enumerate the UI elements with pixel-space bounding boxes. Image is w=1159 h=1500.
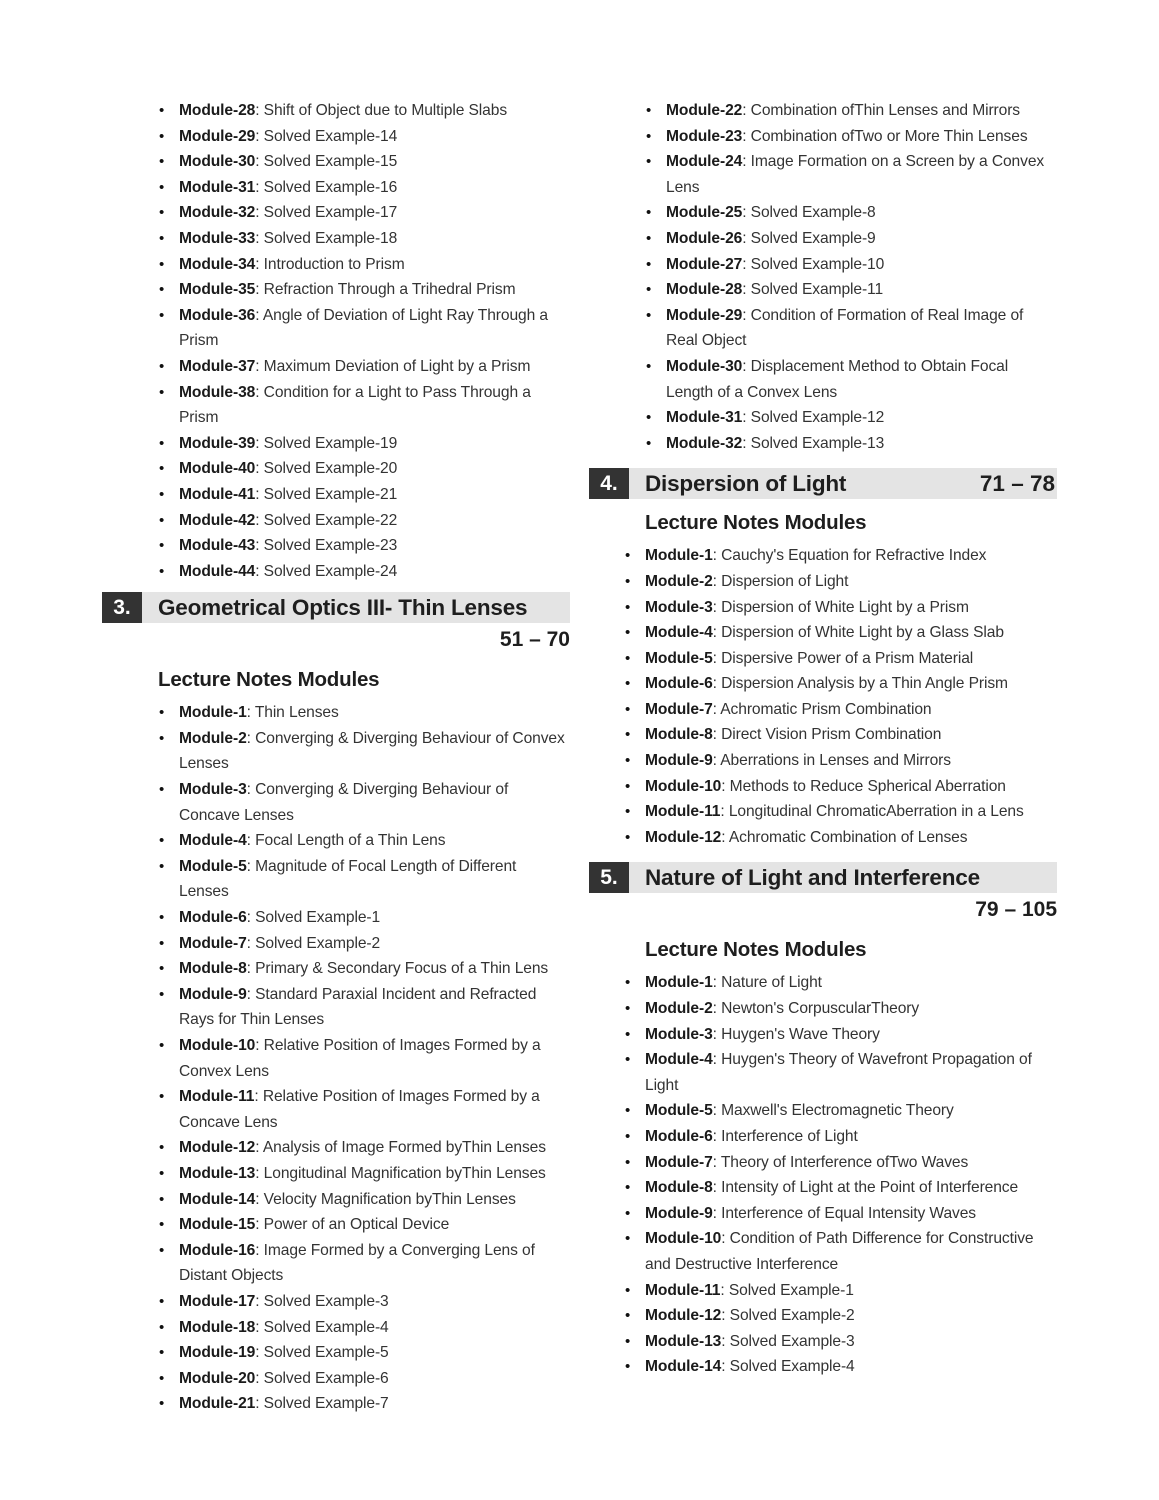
list-item — [645, 1354, 1057, 1380]
list-item — [179, 931, 570, 957]
list-item — [645, 1226, 1057, 1277]
module-title: : Analysis of Image Formed byThin Lenses — [255, 1139, 546, 1157]
list-item — [179, 354, 570, 380]
module-title: : Image Formed by a Converging Lens of Distant Objects — [179, 1241, 535, 1285]
module-title: : Solved Example-21 — [255, 485, 398, 503]
module-label: Module-42 — [179, 511, 256, 529]
list-item — [179, 700, 570, 726]
module-label: Module-1 — [179, 704, 247, 722]
module-label: Module-13 — [645, 1332, 722, 1350]
module-label: Module-14 — [179, 1190, 256, 1208]
module-title: : Solved Example-23 — [255, 537, 398, 555]
module-label: Module-38 — [179, 383, 256, 401]
list-item — [645, 1098, 1057, 1124]
chapter-heading — [102, 592, 570, 623]
module-label: Module-6 — [645, 1128, 713, 1145]
module-label: Module-9 — [645, 752, 713, 770]
module-label: Module-5 — [179, 857, 247, 875]
chapter-title: Nature of Light and Interference — [645, 864, 980, 890]
module-title: : Converging & Diverging Behaviour of Convex Lenses — [179, 729, 565, 773]
module-label: Module-34 — [179, 255, 256, 273]
module-title: : Achromatic Combination of Lenses — [721, 828, 968, 846]
list-item — [179, 1033, 570, 1084]
list-item — [179, 1135, 570, 1161]
right-column — [589, 98, 1057, 1380]
module-title: : Combination ofThin Lenses and Mirrors — [742, 102, 1021, 119]
module-title: : Image Formation on a Screen by a Convex Lens — [666, 153, 1045, 196]
module-title: : Solved Example-17 — [255, 204, 398, 222]
module-label: Module-41 — [179, 485, 256, 503]
module-label: Module-22 — [666, 102, 743, 119]
list-item — [645, 825, 1057, 851]
chapter-number: 4. — [589, 468, 629, 499]
module-title: : Solved Example-18 — [255, 229, 398, 247]
list-item — [179, 559, 570, 585]
module-label: Module-6 — [179, 909, 247, 927]
module-title: : Solved Example-1 — [720, 1281, 854, 1299]
left-column — [102, 98, 570, 1417]
module-title: : Solved Example-15 — [255, 153, 398, 171]
list-item — [179, 124, 570, 150]
module-label: Module-40 — [179, 460, 256, 478]
module-title: : Solved Example-2 — [721, 1307, 855, 1325]
list-item — [179, 98, 570, 124]
module-label: Module-44 — [179, 562, 256, 580]
list-item — [645, 569, 1057, 595]
list-item — [179, 533, 570, 559]
list-item — [179, 726, 570, 777]
module-title: : Angle of Deviation of Light Ray Through a Prism — [179, 306, 548, 350]
module-label: Module-9 — [645, 1204, 713, 1222]
list-item — [179, 854, 570, 905]
module-list — [645, 970, 1057, 1380]
list-item — [645, 1303, 1057, 1329]
module-title: : Solved Example-12 — [742, 409, 885, 427]
module-label: Module-37 — [179, 357, 256, 375]
chapter-title: Dispersion of Light — [645, 470, 847, 496]
list-item — [666, 431, 1057, 457]
list-item — [179, 1289, 570, 1315]
module-label: Module-19 — [179, 1344, 256, 1362]
module-title: : Power of an Optical Device — [255, 1216, 450, 1234]
module-label: Module-10 — [645, 1230, 722, 1248]
module-title: : Introduction to Prism — [255, 255, 405, 273]
module-title: : Solved Example-16 — [255, 178, 398, 196]
module-title: : Solved Example-2 — [246, 934, 381, 952]
module-title: : Achromatic Prism Combination — [712, 700, 932, 718]
list-item — [179, 431, 570, 457]
module-title: : Dispersion of White Light by a Glass Slab — [712, 624, 1004, 642]
list-item — [666, 226, 1057, 252]
list-item — [666, 200, 1057, 226]
module-title: : Solved Example-22 — [255, 511, 398, 529]
module-title: : Relative Position of Images Formed by a Convex Lens — [179, 1037, 541, 1080]
lecture-notes-heading: Lecture Notes Modules — [645, 938, 867, 962]
list-item — [179, 175, 570, 201]
module-title: : Primary & Secondary Focus of a Thin Lens — [246, 960, 549, 978]
module-title: : Direct Vision Prism Combination — [712, 726, 942, 744]
module-title: : Standard Paraxial Incident and Refracted Rays for Thin Lenses — [179, 985, 537, 1029]
module-title: : Solved Example-3 — [721, 1332, 855, 1350]
module-list — [179, 700, 570, 1417]
list-item — [179, 905, 570, 931]
module-label: Module-8 — [179, 960, 247, 978]
list-item — [645, 1022, 1057, 1048]
module-label: Module-10 — [645, 777, 722, 795]
module-title: : Interference of Equal Intensity Waves — [712, 1204, 976, 1222]
list-item — [645, 620, 1057, 646]
module-title: : Solved Example-7 — [255, 1395, 389, 1413]
chapter-heading — [589, 862, 1057, 893]
list-item — [179, 226, 570, 252]
list-item — [179, 508, 570, 534]
module-label: Module-35 — [179, 281, 256, 299]
module-label: Module-31 — [179, 178, 256, 196]
module-title: : Solved Example-4 — [721, 1358, 855, 1376]
module-label: Module-30 — [179, 153, 256, 171]
module-title: : Condition of Formation of Real Image of Real Object — [666, 306, 1024, 350]
module-title: : Maximum Deviation of Light by a Prism — [255, 357, 531, 375]
list-item — [179, 1084, 570, 1135]
list-item — [666, 303, 1057, 354]
module-label: Module-9 — [179, 985, 247, 1003]
list-item — [645, 543, 1057, 569]
module-label: Module-6 — [645, 675, 713, 693]
module-title: : Dispersion Analysis by a Thin Angle Prism — [712, 675, 1008, 693]
chapter-number: 3. — [102, 592, 142, 623]
module-label: Module-28 — [666, 281, 743, 299]
module-title: : Solved Example-9 — [742, 229, 876, 247]
list-item — [179, 956, 570, 982]
module-title: : Methods to Reduce Spherical Aberration — [721, 777, 1006, 795]
module-label: Module-11 — [179, 1088, 255, 1106]
list-item — [645, 1150, 1057, 1176]
module-label: Module-43 — [179, 537, 256, 555]
module-title: : Shift of Object due to Multiple Slabs — [255, 102, 508, 119]
module-label: Module-21 — [179, 1395, 256, 1413]
module-title: : Solved Example-24 — [255, 562, 398, 580]
module-title: : Combination ofTwo or More Thin Lenses — [742, 127, 1028, 145]
lecture-notes-heading: Lecture Notes Modules — [645, 511, 867, 535]
module-label: Module-7 — [645, 700, 713, 718]
chapter-page-range: 79 – 105 — [975, 898, 1057, 922]
module-label: Module-32 — [666, 434, 743, 452]
module-list — [666, 98, 1057, 456]
module-title: : Magnitude of Focal Length of Different Lenses — [179, 857, 517, 901]
module-label: Module-8 — [645, 726, 713, 744]
chapter-title: Geometrical Optics III- Thin Lenses — [158, 594, 528, 620]
list-item — [645, 1278, 1057, 1304]
module-title: : Velocity Magnification byThin Lenses — [255, 1190, 516, 1208]
module-label: Module-29 — [666, 306, 743, 324]
module-label: Module-1 — [645, 547, 713, 565]
module-label: Module-12 — [645, 1307, 722, 1325]
list-item — [645, 970, 1057, 996]
list-item — [179, 1391, 570, 1417]
list-item — [179, 303, 570, 354]
module-label: Module-26 — [666, 229, 743, 247]
module-label: Module-2 — [645, 572, 713, 590]
list-item — [179, 828, 570, 854]
module-title: : Solved Example-4 — [255, 1318, 389, 1336]
module-title: : Interference of Light — [712, 1128, 858, 1145]
list-item — [179, 456, 570, 482]
module-label: Module-7 — [179, 934, 247, 952]
list-item — [179, 277, 570, 303]
module-label: Module-4 — [179, 832, 247, 850]
module-title: : Dispersive Power of a Prism Material — [712, 649, 974, 667]
list-item — [645, 671, 1057, 697]
list-item — [666, 354, 1057, 405]
module-label: Module-39 — [179, 434, 256, 452]
module-label: Module-4 — [645, 1051, 713, 1069]
module-label: Module-25 — [666, 204, 743, 222]
list-item — [179, 1238, 570, 1289]
list-item — [179, 777, 570, 828]
module-title: : Solved Example-5 — [255, 1344, 389, 1362]
list-item — [179, 380, 570, 431]
module-title: : Huygen's Theory of Wavefront Propagation of Light — [645, 1051, 1032, 1094]
module-title: : Solved Example-19 — [255, 434, 398, 452]
list-item — [179, 1161, 570, 1187]
module-title: : Solved Example-10 — [742, 255, 885, 273]
module-title: : Solved Example-6 — [255, 1369, 389, 1387]
module-title: : Refraction Through a Trihedral Prism — [255, 281, 516, 299]
module-label: Module-30 — [666, 357, 743, 375]
list-item — [645, 748, 1057, 774]
list-item — [645, 799, 1057, 825]
module-label: Module-16 — [179, 1241, 256, 1259]
chapter-page-range: 71 – 78 — [979, 470, 1055, 496]
module-label: Module-15 — [179, 1216, 256, 1234]
module-label: Module-27 — [666, 255, 743, 273]
module-label: Module-3 — [645, 598, 713, 616]
list-item — [666, 277, 1057, 303]
module-label: Module-3 — [179, 781, 247, 799]
module-label: Module-1 — [645, 974, 713, 992]
module-label: Module-5 — [645, 649, 713, 667]
module-title: : Huygen's Wave Theory — [712, 1025, 880, 1043]
module-label: Module-3 — [645, 1025, 713, 1043]
module-title: : Focal Length of a Thin Lens — [246, 832, 446, 850]
module-label: Module-12 — [179, 1139, 256, 1157]
module-label: Module-23 — [666, 127, 743, 145]
list-item — [179, 482, 570, 508]
list-item — [645, 774, 1057, 800]
chapter-heading — [589, 468, 1057, 499]
list-item — [645, 1175, 1057, 1201]
module-title: : Aberrations in Lenses and Mirrors — [712, 752, 951, 770]
module-label: Module-2 — [179, 729, 247, 747]
list-item — [179, 982, 570, 1033]
module-title: : Cauchy's Equation for Refractive Index — [712, 547, 987, 565]
module-title: : Converging & Diverging Behaviour of Concave Lenses — [179, 781, 509, 824]
module-label: Module-28 — [179, 102, 256, 119]
list-item — [645, 996, 1057, 1022]
list-item — [645, 697, 1057, 723]
module-title: : Dispersion of Light — [712, 572, 849, 590]
module-title: : Longitudinal ChromaticAberration in a Lens — [720, 803, 1024, 821]
module-title: : Solved Example-20 — [255, 460, 398, 478]
module-label: Module-20 — [179, 1369, 256, 1387]
module-title: : Condition of Path Difference for Constructive and Destructive Interference — [645, 1230, 1034, 1273]
list-item — [666, 98, 1057, 124]
list-item — [179, 1187, 570, 1213]
module-title: : Condition for a Light to Pass Through a Prism — [179, 383, 531, 427]
list-item — [179, 1340, 570, 1366]
module-label: Module-8 — [645, 1179, 713, 1197]
module-title: : Solved Example-13 — [742, 434, 885, 452]
module-label: Module-10 — [179, 1037, 256, 1054]
module-title: : Dispersion of White Light by a Prism — [712, 598, 969, 616]
module-label: Module-11 — [645, 803, 721, 821]
module-title: : Relative Position of Images Formed by a Concave Lens — [179, 1088, 540, 1131]
module-label: Module-29 — [179, 127, 256, 145]
module-label: Module-24 — [666, 153, 743, 171]
module-title: : Intensity of Light at the Point of Interference — [712, 1179, 1019, 1197]
list-item — [666, 252, 1057, 278]
list-item — [179, 1212, 570, 1238]
module-list — [645, 543, 1057, 850]
list-item — [179, 1366, 570, 1392]
list-item — [666, 405, 1057, 431]
list-item — [645, 1329, 1057, 1355]
list-item — [666, 124, 1057, 150]
module-title: : Maxwell's Electromagnetic Theory — [712, 1102, 954, 1120]
module-title: : Thin Lenses — [246, 704, 339, 722]
module-label: Module-31 — [666, 409, 743, 427]
list-item — [645, 646, 1057, 672]
module-label: Module-14 — [645, 1358, 722, 1376]
list-item — [179, 200, 570, 226]
module-label: Module-7 — [645, 1153, 713, 1171]
module-title: : Solved Example-1 — [246, 909, 381, 927]
list-item — [645, 1201, 1057, 1227]
module-title: : Solved Example-14 — [255, 127, 398, 145]
list-item — [645, 1047, 1057, 1098]
module-label: Module-13 — [179, 1164, 256, 1182]
list-item — [645, 722, 1057, 748]
module-title: : Longitudinal Magnification byThin Lenses — [255, 1164, 546, 1182]
module-label: Module-32 — [179, 204, 256, 222]
chapter-number: 5. — [589, 862, 629, 893]
module-title: : Solved Example-3 — [255, 1292, 389, 1310]
module-label: Module-36 — [179, 306, 256, 324]
list-item — [179, 1315, 570, 1341]
module-title: : Displacement Method to Obtain Focal Length of a Convex Lens — [666, 357, 1009, 401]
module-title: : Theory of Interference ofTwo Waves — [712, 1153, 969, 1171]
list-item — [645, 595, 1057, 621]
list-item — [645, 1124, 1057, 1150]
module-label: Module-5 — [645, 1102, 713, 1120]
chapter-page-range: 51 – 70 — [499, 628, 570, 652]
lecture-notes-heading: Lecture Notes Modules — [158, 668, 380, 692]
list-item — [666, 149, 1057, 200]
module-label: Module-33 — [179, 229, 256, 247]
module-label: Module-12 — [645, 828, 722, 846]
list-item — [179, 252, 570, 278]
module-label: Module-11 — [645, 1281, 721, 1299]
module-title: : Nature of Light — [712, 974, 822, 992]
list-item — [179, 149, 570, 175]
module-list — [179, 98, 570, 584]
module-title: : Newton's CorpuscularTheory — [712, 1000, 920, 1018]
module-label: Module-2 — [645, 1000, 713, 1018]
module-title: : Solved Example-8 — [742, 204, 876, 222]
module-title: : Solved Example-11 — [742, 281, 884, 299]
module-label: Module-18 — [179, 1318, 256, 1336]
module-label: Module-17 — [179, 1292, 256, 1310]
module-label: Module-4 — [645, 624, 713, 642]
